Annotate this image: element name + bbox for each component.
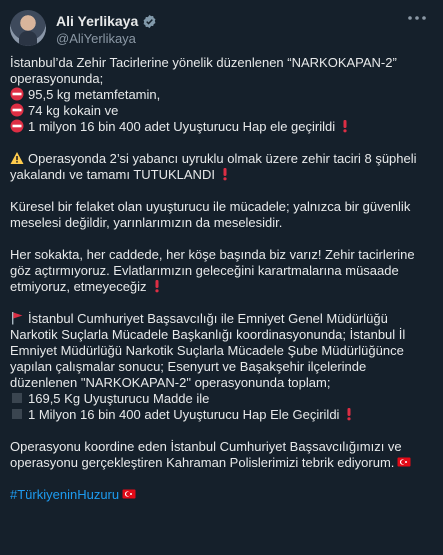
text-line: Narkotik Suçlarla Mücadele Başkanlığı koordinasyonunda; İstanbul İl: [10, 327, 406, 342]
text-line: [10, 311, 433, 327]
text-line: [10, 455, 433, 471]
red-exclamation-icon: [150, 279, 164, 293]
text-line: [10, 151, 433, 167]
no-entry-icon: [10, 87, 24, 101]
hashtag-link[interactable]: #TürkiyeninHuzuru: [10, 487, 120, 502]
black-square-icon: [10, 391, 24, 405]
item-text: 95,5 kg metamfetamin,: [28, 87, 161, 102]
list-item: [10, 407, 433, 423]
list-item: [10, 119, 433, 135]
list-item: [10, 103, 433, 119]
item-text: 1 Milyon 16 bin 400 adet Uyuşturucu Hap Ele Geçirildi: [28, 407, 340, 422]
text-line: [10, 167, 433, 183]
spacer: [10, 295, 433, 311]
text-segment: Operasyonda 2’si yabancı uyruklu olmak üzere zehir taciri 8 şüpheli: [28, 151, 417, 166]
hashtag-line: [10, 487, 433, 503]
text-line: İstanbul’da Zehir Tacirlerine yönelik düzenlenen “NARKOKAPAN-2”: [10, 55, 397, 70]
list-item: [10, 87, 433, 103]
spacer: [10, 231, 433, 247]
no-entry-icon: [10, 103, 24, 117]
spacer: [10, 471, 433, 487]
list-item: [10, 391, 433, 407]
red-exclamation-icon: [338, 119, 352, 133]
display-name[interactable]: Ali Yerlikaya: [56, 13, 139, 29]
text-line: düzenlenen "NARKOKAPAN-2" operasyonunda toplam;: [10, 375, 331, 390]
turkey-flag-icon: [397, 455, 411, 469]
avatar[interactable]: [10, 10, 46, 46]
item-text: 169,5 Kg Uyuşturucu Madde ile: [28, 391, 210, 406]
red-triangular-flag-icon: [10, 311, 24, 325]
spacer: [10, 423, 433, 439]
spacer: [10, 135, 433, 151]
verified-badge-icon: [142, 14, 157, 29]
text-line: Operasyonu koordine eden İstanbul Cumhuriyet Başsavcılığımızı ve: [10, 439, 402, 454]
item-text: 74 kg kokain ve: [28, 103, 119, 118]
spacer: [10, 183, 433, 199]
text-segment: yakalandı ve tamamı TUTUKLANDI: [10, 167, 215, 182]
text-line: [10, 279, 433, 295]
tweet-header: [10, 10, 433, 46]
text-line: göz açtırmıyoruz. Evlatlarımızın geleceğini karartmalarına müsaade: [10, 263, 399, 278]
red-exclamation-icon: [342, 407, 356, 421]
handle[interactable]: @AliYerlikaya: [56, 31, 136, 46]
red-exclamation-icon: [218, 167, 232, 181]
text-segment: operasyonu gerçekleştiren Kahraman Polislerimizi tebrik ediyorum.: [10, 455, 395, 470]
black-square-icon: [10, 407, 24, 421]
item-text: 1 milyon 16 bin 400 adet Uyuşturucu Hap ele geçirildi: [28, 119, 336, 134]
tweet-text: [10, 55, 433, 503]
more-options-icon[interactable]: [405, 10, 429, 26]
text-line: Her sokakta, her caddede, her köşe başında biz varız! Zehir tacirlerine: [10, 247, 415, 262]
text-line: Emniyet Müdürlüğü Narkotik Suçlarla Mücadele Şube Müdürlüğünce: [10, 343, 404, 358]
text-segment: etmiyoruz, etmeyeceğiz: [10, 279, 147, 294]
text-line: yapılan çalışmalar sonucu; Esenyurt ve Başakşehir ilçelerinde: [10, 359, 367, 374]
text-line: operasyonunda;: [10, 71, 104, 86]
text-line: meselesi değildir, yarınlarımızın da meselesidir.: [10, 215, 283, 230]
turkey-flag-icon: [122, 487, 136, 501]
text-segment: İstanbul Cumhuriyet Başsavcılığı ile Emniyet Genel Müdürlüğü: [28, 311, 388, 326]
name-row: [56, 13, 157, 29]
no-entry-icon: [10, 119, 24, 133]
text-line: Küresel bir felaket olan uyuşturucu ile mücadele; yalnızca bir güvenlik: [10, 199, 411, 214]
warning-icon: [10, 151, 24, 165]
